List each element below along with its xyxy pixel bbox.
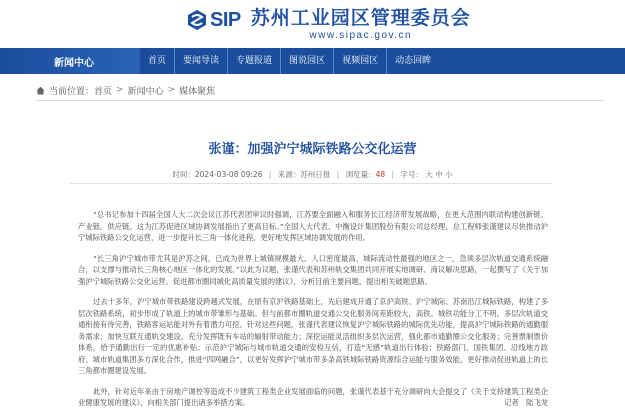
nav-section-title: 新闻中心 (0, 48, 140, 74)
nav-item-home[interactable]: 首页 (148, 56, 167, 66)
font-size-small-button[interactable]: 小 (445, 170, 453, 179)
breadcrumb-separator: > (116, 85, 124, 95)
article-title: 张谨：加强沪宁城际铁路公交化运营 (208, 142, 417, 157)
breadcrumb (36, 82, 604, 98)
site-title: 苏州工业园区管理委员会 (250, 7, 471, 29)
site-logo[interactable] (186, 6, 471, 42)
article-body (78, 209, 548, 418)
logo-abbr: SIP (210, 9, 241, 31)
nav-item-review[interactable]: 动态回眸 (386, 48, 439, 74)
nav-item-headlines[interactable]: 要闻导读 (174, 48, 227, 74)
main-nav (0, 48, 625, 74)
meta-separator: | (268, 170, 272, 179)
font-size-medium-button[interactable]: 中 (435, 170, 443, 179)
article-paragraph: “总书记参加十四届全国人大二次会议江苏代表团审议时强调，江苏要全面融入和服务长江经济带发展战略，在更大范围内联动构建创新链、产业链、供应链。这为江苏促进区域协调发展指出了更高目标。”全国人大代表、中衡设计集团股份有限公司总经理、总工程师张谨建议尽快推动沪宁城际铁路公交化运营，进一步提升长三角一体化进程，更好地发挥区域协调发展的作用。 (78, 210, 548, 242)
breadcrumb-media-focus[interactable]: 媒体聚焦 (179, 86, 216, 97)
breadcrumb-divider (36, 100, 604, 101)
home-icon (36, 86, 45, 95)
article-paragraph (78, 386, 548, 409)
meta-separator: | (336, 170, 340, 179)
meta-source: 苏州日报 (300, 170, 331, 179)
nav-item-special-reports[interactable]: 专题报道 (227, 48, 280, 74)
meta-views: 48 (375, 170, 386, 179)
article-paragraph: 过去十多年，沪宁城市带铁路建设跨越式发展，在原有京沪铁路基础上，先后建成开通了京沪高铁、沪宁城际、苏南沿江城际铁路，构建了多层次铁路系统，初步形成了轨道上的城市带雏形与基础。但与前都市圈轨道交通公交化服务间差距较大，高铁、城铁功能分工不明，多层次轨道交通衔接有待完善，铁路客运站能对外有着潜力可挖。针对这些问题，张谨代表建议恢复沪宁城际铁路的城际优先功能，提高沪宁城际铁路的通勤服务需求；加快互联互通轨交建设，充分发挥既有车站的辐射带动能力；深挖运能灵活组织多层次运营，强化都市通勤圈公交化服务；完善票制票价体系，给予通勤出行一定的优惠补贴；示范沪宁城际与城市轨道交通的安检互信，打造“无感”轨道出行体验；铁路部门、国铁集团、沿线地方政府、城市轨道集团多方深化合作，推进“四网融合”，以更好发挥沪宁城市带多条高铁城际铁路资源综合运能与服务效能，更好推动促进轨道上的长三角都市圈建设发展。 (78, 297, 548, 375)
breadcrumb-news-center[interactable]: 新闻中心 (127, 86, 164, 97)
nav-item-video-news[interactable]: 视频园区 (333, 48, 386, 74)
article-paragraph: “长三角沪宁城市带尤其是沪苏之间，已成为世界上城镇规模最大、人口密度最高、城际流动性最强的地区之一，急须多层次轨道交通系统融合，以支撑与推动长三角核心地区一体化的发展。”以此为议题，张谨代表和苏州轨交集团共同开展实地调研、商议解决思路，一起撰写了《关于加强沪宁城际铁路公交化运营、促进都市圈同城化高质量发展的建议》，分析目前主要问题，提出相关破题思路。 (78, 253, 548, 286)
meta-time: 2024-03-08 09:26 (194, 170, 263, 179)
article-meta (0, 169, 625, 180)
breadcrumb-home[interactable]: 首页 (94, 86, 113, 97)
breadcrumb-separator: > (167, 85, 176, 95)
font-size-large-button[interactable]: 大 (425, 170, 433, 179)
meta-divider (70, 183, 552, 184)
nav-item-photo-news[interactable]: 图说园区 (280, 48, 333, 74)
meta-views-label: 浏览量： (345, 170, 376, 179)
article-paragraph-text: 此外，针对近年来由于房地产调控等造成不少建筑工程类企业发展面临的问题，张谨代表基于充分调研向大会提交了《关于支持建筑工程类企业健康发展的建议》，向相关部门提出诸多举措方案。 (78, 386, 548, 407)
sip-logo-icon (186, 9, 208, 31)
article-reporter: 记者 陆飞龙 (504, 398, 548, 407)
breadcrumb-prefix: 当前位置： (49, 86, 95, 97)
meta-separator: | (391, 170, 395, 179)
meta-font-label: 字号： (400, 170, 423, 179)
site-header (0, 0, 625, 48)
meta-time-label: 时间： (172, 170, 195, 179)
meta-source-label: 来源： (277, 170, 301, 179)
site-url: www.sipac.gov.cn (309, 30, 413, 41)
